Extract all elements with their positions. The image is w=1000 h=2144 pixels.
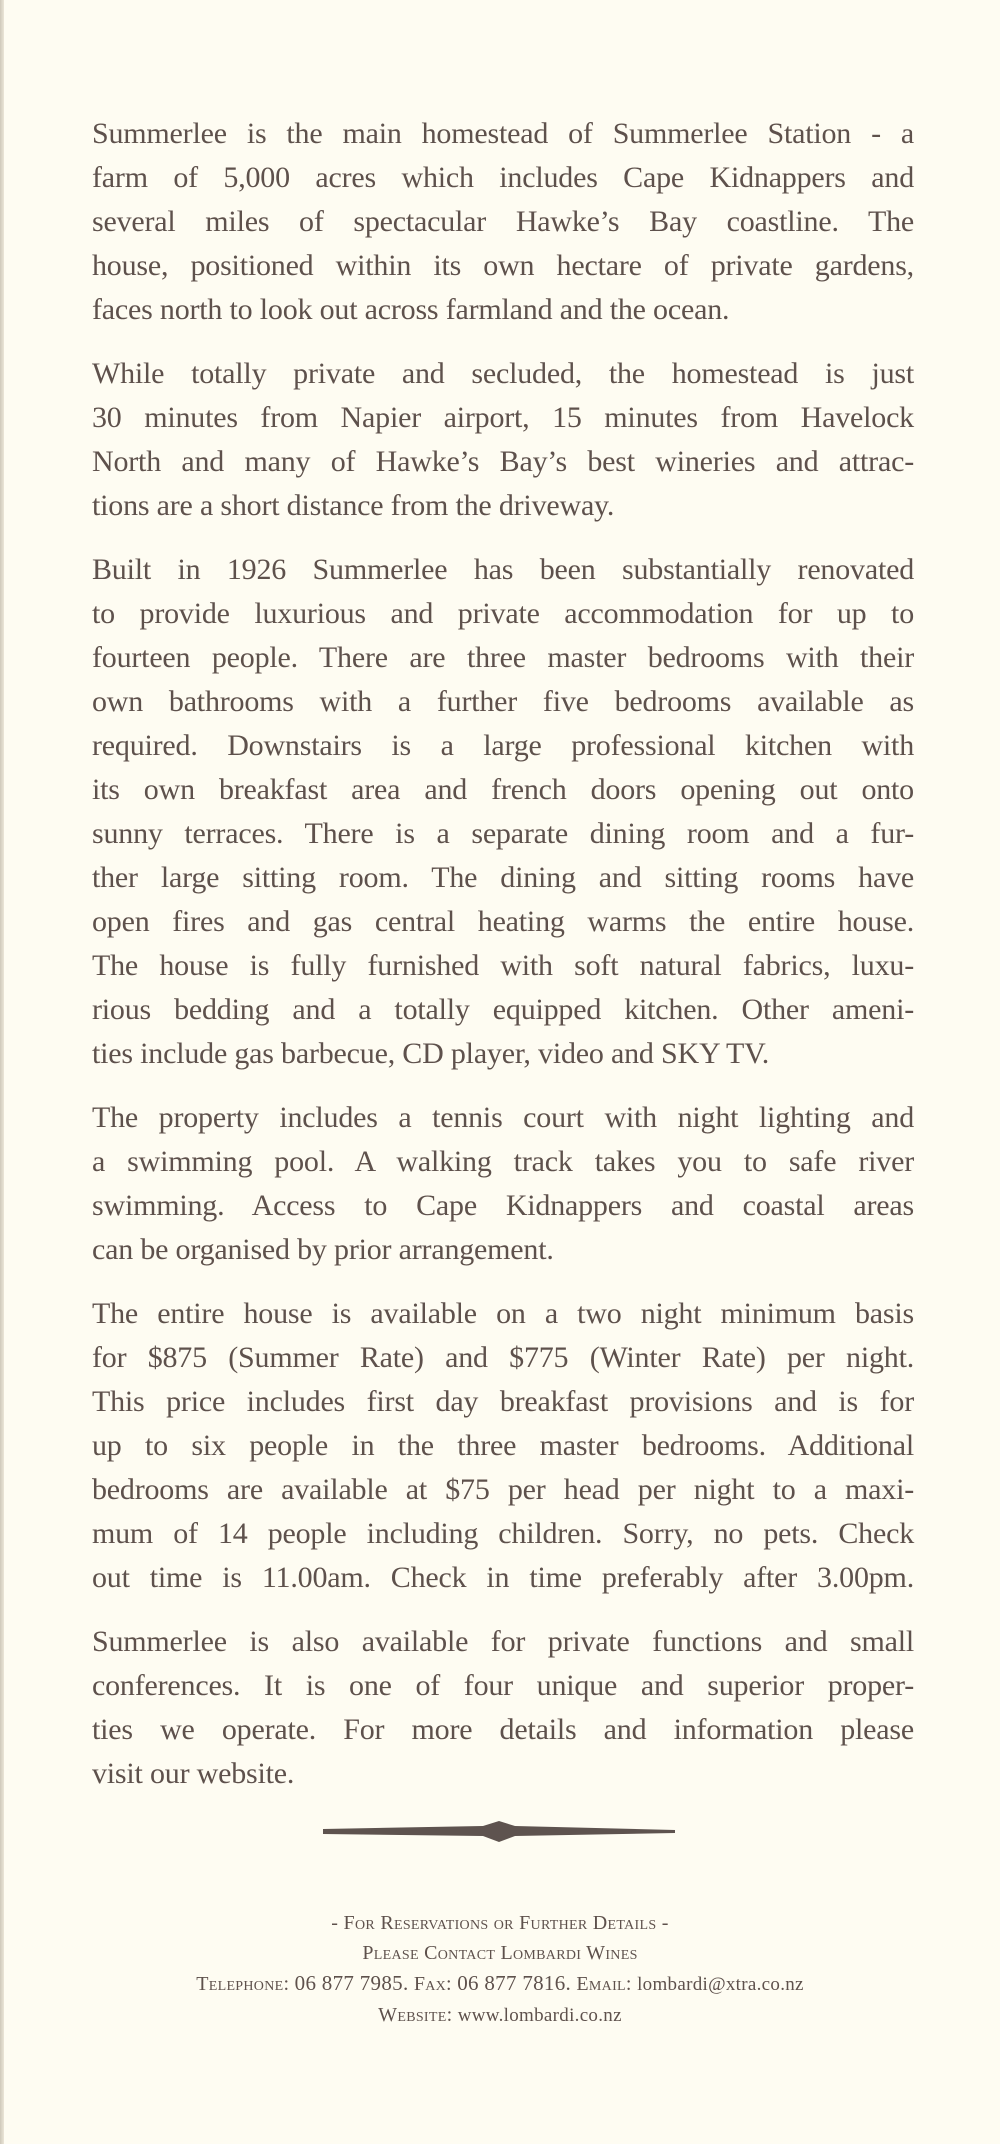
footer-heading: - For Reservations or Further Details -	[331, 1912, 669, 1934]
telephone-value: 06 877 7985.	[294, 1971, 409, 1995]
footer-contact-line: Please Contact Lombardi Wines	[362, 1942, 638, 1964]
text-line: mum of 14 people including children. Sorry, no pets. Check	[92, 1517, 914, 1550]
text-line: ties we operate. For more details and information please	[92, 1713, 914, 1746]
text-line: faces north to look out across farmland and the ocean.	[92, 293, 730, 326]
footer-phone-fax-email	[0, 1968, 1000, 2000]
text-line: Summerlee is the main homestead of Summerlee Station - a	[92, 117, 914, 150]
text-line: for $875 (Summer Rate) and $775 (Winter Rate) per night.	[92, 1341, 914, 1374]
body-copy	[92, 112, 914, 1816]
fax-label: Fax:	[413, 1973, 452, 1995]
website-link[interactable]: www.lombardi.co.nz	[457, 2005, 622, 2026]
text-line: While totally private and secluded, the homestead is just	[92, 357, 914, 390]
text-line: Summerlee is also available for private functions and small	[92, 1625, 914, 1658]
text-line: to provide luxurious and private accommodation for up to	[92, 597, 914, 630]
text-line: out time is 11.00am. Check in time preferably after 3.00pm.	[92, 1561, 914, 1594]
text-line: open fires and gas central heating warms the entire house.	[92, 905, 914, 938]
text-line: required. Downstairs is a large professional kitchen with	[92, 729, 914, 762]
telephone-label: Telephone:	[196, 1973, 290, 1995]
text-line: visit our website.	[92, 1757, 295, 1790]
text-line: The entire house is available on a two night minimum basis	[92, 1297, 914, 1330]
text-line: a swimming pool. A walking track takes you to safe river	[92, 1145, 914, 1178]
scan-page-edge	[0, 0, 4, 2144]
paragraph-accommodation	[92, 548, 914, 1076]
email-label: Email:	[576, 1973, 632, 1995]
text-line: farm of 5,000 acres which includes Cape Kidnappers and	[92, 161, 914, 194]
text-line: North and many of Hawke’s Bay’s best wineries and attrac-	[92, 445, 914, 478]
website-label: Website:	[378, 2004, 453, 2026]
text-line: own bathrooms with a further five bedrooms available as	[92, 685, 914, 718]
text-line: The property includes a tennis court with night lighting and	[92, 1101, 914, 1134]
text-line: The house is fully furnished with soft natural fabrics, luxu-	[92, 949, 914, 982]
fax-value: 06 877 7816.	[457, 1971, 572, 1995]
text-line: ther large sitting room. The dining and sitting rooms have	[92, 861, 914, 894]
text-line: conferences. It is one of four unique and superior proper-	[92, 1669, 914, 1702]
text-line: sunny terraces. There is a separate dining room and a fur-	[92, 817, 914, 850]
text-line: several miles of spectacular Hawke’s Bay coastline. The	[92, 205, 914, 238]
text-line: house, positioned within its own hectare of private gardens,	[92, 249, 914, 282]
text-line: bedrooms are available at $75 per head per night to a maxi-	[92, 1473, 914, 1506]
email-link[interactable]: lombardi@xtra.co.nz	[637, 1974, 804, 1995]
text-line: tions are a short distance from the driveway.	[92, 489, 615, 522]
footer-website	[0, 2000, 1000, 2031]
text-line: fourteen people. There are three master bedrooms with their	[92, 641, 914, 674]
text-line: ties include gas barbecue, CD player, video and SKY TV.	[92, 1037, 770, 1070]
ornamental-rule-icon	[323, 1818, 675, 1844]
text-line: can be organised by prior arrangement.	[92, 1233, 554, 1266]
contact-footer	[0, 1908, 1000, 2031]
paragraph-overview	[92, 112, 914, 332]
text-line: Built in 1926 Summerlee has been substantially renovated	[92, 553, 914, 586]
text-line: This price includes first day breakfast provisions and is for	[92, 1385, 914, 1418]
text-line: swimming. Access to Cape Kidnappers and coastal areas	[92, 1189, 914, 1222]
paragraph-rates	[92, 1292, 914, 1600]
paragraph-facilities	[92, 1096, 914, 1272]
text-line: rious bedding and a totally equipped kitchen. Other ameni-	[92, 993, 914, 1026]
paragraph-location	[92, 352, 914, 528]
paragraph-functions	[92, 1620, 914, 1796]
text-line: its own breakfast area and french doors opening out onto	[92, 773, 914, 806]
text-line: 30 minutes from Napier airport, 15 minutes from Havelock	[92, 401, 914, 434]
text-line: up to six people in the three master bedrooms. Additional	[92, 1429, 914, 1462]
